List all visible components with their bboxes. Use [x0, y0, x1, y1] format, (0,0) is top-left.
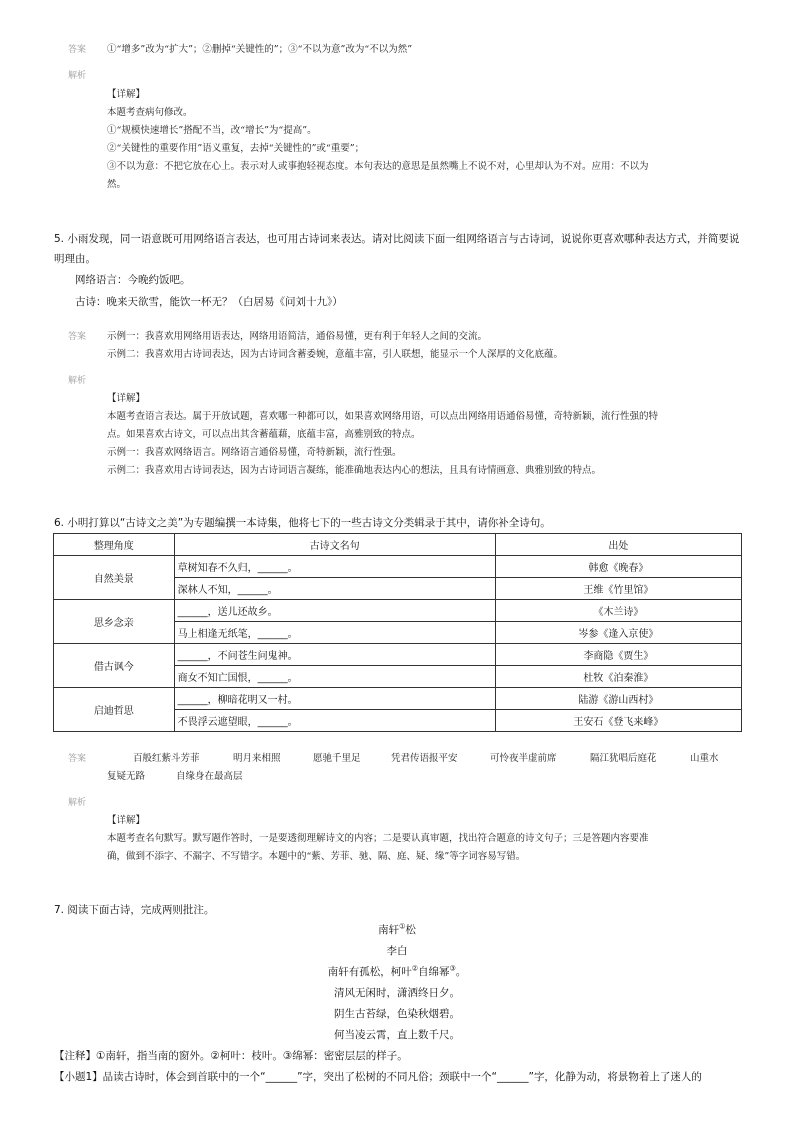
- analysis-tag: 解析: [68, 376, 87, 386]
- answer-item: 可怜夜半虚前席: [490, 753, 557, 764]
- poem-line: 阴生古苔绿，色染秋烟碧。: [334, 1008, 460, 1020]
- angle-cell: 启迪哲思: [54, 688, 175, 732]
- line-cell: 马上相逢无纸笔，______。: [174, 622, 495, 644]
- analysis-tag: 解析: [68, 798, 87, 808]
- detail-title: 【详解】: [107, 89, 146, 100]
- source-cell: 岑参《逢入京使》: [495, 622, 741, 644]
- table-header: 古诗文名句: [174, 534, 495, 556]
- source-cell: 陆游《游山西村》: [495, 688, 741, 710]
- detail-title: 【详解】: [107, 393, 146, 404]
- answer-item: 隔江犹唱后庭花: [590, 753, 657, 764]
- table-row: [54, 556, 742, 578]
- source-cell: 王维《竹里馆》: [495, 578, 741, 600]
- line-cell: 商女不知亡国恨，______。: [174, 666, 495, 688]
- source-cell: 杜牧《泊秦淮》: [495, 666, 741, 688]
- detail-line: 本题考查病句修改。: [107, 107, 193, 118]
- poem-notes: 【注释】①南轩，指当南的窗外。②柯叶：枝叶。③绵幂：密密层层的样子。: [54, 1050, 408, 1062]
- line-cell: 草树知春不久归，______。: [174, 556, 495, 578]
- detail-line: ①“规模快速增长”搭配不当，改“增长”为“提高”。: [107, 125, 317, 136]
- detail-line: 示例一：我喜欢网络语言。网络语言通俗易懂，奇特新颖，流行性强。: [107, 447, 402, 458]
- poem-author: 李白: [386, 945, 408, 957]
- answer-item: 凭君传语报平安: [391, 753, 458, 764]
- poem-title: 南轩①松: [378, 922, 416, 936]
- source-cell: 韩愈《晚春》: [495, 556, 741, 578]
- source-cell: 王安石《登飞来峰》: [495, 710, 741, 732]
- answer-item: 山重水: [690, 753, 719, 764]
- detail-title: 【详解】: [107, 815, 146, 826]
- answer-line: 示例一：我喜欢用网络用语表达，网络用语简洁，通俗易懂，更有利于年轻人之间的交流。: [107, 331, 488, 342]
- source-cell: 李商隐《贾生》: [495, 644, 741, 666]
- answer-text: ①“增多”改为“扩大”；②删掉“关键性的”；③“不以为意”改为“不以为然”: [107, 44, 413, 55]
- question-5-stem: 5. 小雨发现，同一语意既可用网络语言表达，也可用古诗词来表达。请对比阅读下面一组网络语言与古诗词，说说你更喜欢哪种表达方式，并简要说: [54, 233, 740, 245]
- detail-line: 点。如果喜欢古诗文，可以点出其含蓄蕴藉，底蕴丰富，高雅别致的特点。: [107, 429, 421, 440]
- detail-line: 本题考查名句默写。默写题作答时，一是要透彻理解诗文的内容；二是要认真审题，找出符合题意的诗文句子；三是答题内容要准: [107, 833, 649, 844]
- poem-line: 何当凌云霄，直上数千尺。: [334, 1029, 460, 1041]
- detail-line: ③不以为意：不把它放在心上。表示对人或事抱轻视态度。本句表达的意思是虽然嘴上不说不对，心里却认为不对。应用：不以为: [107, 161, 649, 172]
- sub-question-1: 【小题1】品读古诗时，体会到首联中的一个“______”字，突出了松树的不同凡俗；颈联中一个“______”字，化静为动，将景物着上了迷人的: [54, 1071, 702, 1083]
- line-cell: ______，柳暗花明又一村。: [174, 688, 495, 710]
- angle-cell: 思乡念亲: [54, 600, 175, 644]
- table-header: 整理角度: [54, 534, 175, 556]
- question-6-stem: 6. 小明打算以“古诗文之美”为专题编撰一本诗集，他将七下的一些古诗文分类辑录于其中，请你补全诗句。: [54, 517, 551, 529]
- answer-tag: 答案: [68, 332, 87, 342]
- source-cell: 《木兰诗》: [495, 600, 741, 622]
- table-header-row: [54, 534, 742, 556]
- detail-line: 然。: [107, 179, 127, 190]
- line-cell: ______，送儿还故乡。: [174, 600, 495, 622]
- detail-line: 本题考查语言表达。属于开放试题，喜欢哪一种都可以，如果喜欢网络用语，可以点出网络用语通俗易懂，奇特新颖，流行性强的特: [107, 411, 659, 422]
- answer-item: 愿驰千里足: [313, 753, 361, 764]
- table-row: [54, 644, 742, 666]
- ancient-poem: 古诗：晚来天欲雪，能饮一杯无？（白居易《问刘十九》）: [75, 296, 343, 308]
- detail-line: 示例二：我喜欢用古诗词表达，因为古诗词语言凝练，能准确地表达内心的想法，且具有诗情画意、典雅别致的特点。: [107, 465, 602, 476]
- poem-table: [53, 533, 742, 732]
- answer-line: 示例二：我喜欢用古诗词表达，因为古诗词含蓄委婉，意蕴丰富，引人联想，能显示一个人深厚的文化底蕴。: [107, 349, 564, 360]
- table-row: [54, 600, 742, 622]
- analysis-tag: 解析: [68, 71, 87, 81]
- answer-item: 复疑无路: [107, 771, 146, 782]
- detail-line: ②“关键性的重要作用”语义重复，去掉“关键性的”或“重要”；: [107, 143, 365, 154]
- question-5-stem-cont: 明理由。: [54, 253, 96, 265]
- table-row: [54, 688, 742, 710]
- angle-cell: 借古讽今: [54, 644, 175, 688]
- angle-cell: 自然美景: [54, 556, 175, 600]
- detail-line: 确，做到不添字、不漏字、不写错字。本题中的“紫、芳菲、驰、隔、庭、疑、缘”等字词容易写错。: [107, 851, 526, 862]
- answer-tag: 答案: [68, 45, 87, 55]
- answer-item: 百般红紫斗芳菲: [133, 753, 200, 764]
- line-cell: ______，不问苍生问鬼神。: [174, 644, 495, 666]
- question-7-stem: 7. 阅读下面古诗，完成两则批注。: [54, 904, 215, 916]
- answer-tag: 答案: [68, 754, 87, 764]
- poem-line: 南轩有孤松，柯叶②自绵幂③。: [327, 964, 467, 978]
- line-cell: 不畏浮云遮望眼，______。: [174, 710, 495, 732]
- table-header: 出处: [495, 534, 741, 556]
- answer-item: 自缘身在最高层: [176, 771, 243, 782]
- poem-line: 清风无闲时，潇洒终日夕。: [334, 987, 460, 999]
- answer-item: 明月来相照: [233, 753, 281, 764]
- line-cell: 深林人不知，______。: [174, 578, 495, 600]
- net-language: 网络语言：今晚约饭吧。: [75, 274, 191, 286]
